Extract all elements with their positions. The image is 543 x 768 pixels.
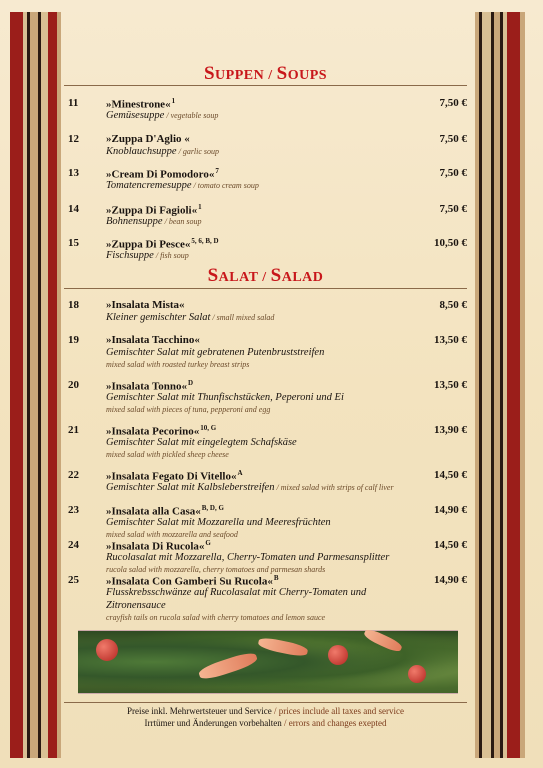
item-number: 25 [68,574,79,586]
item-description [106,146,219,157]
item-name-text: »Insalata alla Casa« [106,505,201,518]
description-english [154,251,189,260]
allergen-codes: 1 [171,97,176,105]
item-description [106,312,274,323]
footer-line-2: Irrtümer und Änderungen vorbehalten / errors and changes exepted [144,718,387,728]
description-separator: / [153,251,161,260]
item-number: 19 [68,334,79,346]
item-description [106,587,366,598]
allergen-codes: 10, G [200,424,217,432]
allergen-codes: B, D, G [201,504,224,512]
allergen-codes: 5, 6, B, D [191,237,219,245]
item-name-text: »Cream Di Pomodoro« [106,168,215,181]
item-description [106,216,201,227]
footer-divider [64,702,467,703]
description-separator: / [191,181,198,190]
description-german: Gemüsesuppe [106,110,165,121]
description-german: Rucolasalat mit Mozzarella, Cherry-Tomaten und Parmesansplitter [106,552,390,563]
description-english-text: small mixed salad [216,313,275,322]
description-separator: / [274,483,281,492]
item-name-text: »Insalata Con Gamberi Su Rucola« [106,575,273,588]
item-description-line-2: Zitronensauce [106,600,166,611]
item-number: 14 [68,203,79,215]
description-separator: / [164,111,171,120]
item-name [106,167,219,181]
item-description [106,250,189,261]
item-price: 7,50 € [439,97,467,109]
item-description [106,110,218,121]
description-german: Tomatencremesuppe [106,180,192,191]
description-german: Kleiner gemischter Salat [106,312,211,323]
item-description [106,552,389,563]
description-german: Gemischter Salat mit eingelegtem Schafskäse [106,437,297,448]
description-german: Gemischter Salat mit gebratenen Putenbruststreifen [106,347,325,358]
description-german: Gemischter Salat mit Mozzarella und Meeresfrüchten [106,517,331,528]
item-number: 12 [68,133,79,145]
left-decorative-stripes [10,12,64,758]
description-german: Fischsuppe [106,250,154,261]
item-name [106,469,243,483]
description-german: Gemischter Salat mit Thunfischstücken, Peperoni und Ei [106,392,344,403]
item-price: 8,50 € [439,299,467,311]
item-number: 22 [68,469,79,481]
footer-line-1: Preise inkl. Mehrwertsteuer und Service / prices include all taxes and service [127,706,404,716]
allergen-codes: 7 [215,167,219,175]
item-number: 18 [68,299,79,311]
item-name [106,334,200,346]
item-number: 24 [68,539,79,551]
allergen-codes: B [273,574,279,582]
item-number: 15 [68,237,79,249]
item-name-text: »Insalata Di Rucola« [106,540,205,553]
item-number: 23 [68,504,79,516]
soups-divider [64,85,467,86]
item-price: 7,50 € [439,203,467,215]
item-price: 7,50 € [439,133,467,145]
salad-divider [64,288,467,289]
description-german: Knoblauchsuppe [106,146,177,157]
description-english-text: vegetable soup [170,111,219,120]
allergen-codes: D [188,379,194,387]
description-english [274,483,393,492]
item-name [106,133,190,145]
description-german: Gemischter Salat mit Kalbsleberstreifen [106,482,275,493]
description-english-text: fish soup [160,251,189,260]
item-price: 7,50 € [439,167,467,179]
item-price: 13,50 € [434,334,467,346]
item-name [106,237,219,251]
item-price: 14,50 € [434,539,467,551]
item-description [106,482,394,493]
item-description [106,180,259,191]
item-name [106,299,185,311]
item-name-text: »Zuppa Di Pesce« [106,238,191,251]
right-decorative-stripes [475,12,529,758]
item-number: 11 [68,97,79,109]
item-price: 14,50 € [434,469,467,481]
item-name [106,539,211,553]
item-name [106,504,224,518]
item-name-text: »Minestrone« [106,98,171,111]
item-description-english: mixed salad with roasted turkey breast strips [106,360,250,369]
item-description [106,347,324,358]
item-number: 13 [68,167,79,179]
item-number: 21 [68,424,79,436]
description-english [177,147,219,156]
allergen-codes: A [237,469,243,477]
item-name-text: »Zuppa Di Fagioli« [106,204,198,217]
salad-photo [78,630,458,694]
item-description-english: crayfish tails on rucola salad with cherry tomatoes and lemon sauce [106,613,326,622]
item-name-text: »Insalata Fegato Di Vitello« [106,470,237,483]
item-price: 14,90 € [434,574,467,586]
item-name [106,379,193,393]
item-name [106,424,216,438]
description-english-text: tomato cream soup [197,181,259,190]
description-german: Flusskrebsschwänze auf Rucolasalat mit Cherry-Tomaten und [106,587,367,598]
description-english-text: garlic soup [182,147,220,156]
description-separator: / [162,217,169,226]
item-description-english: mixed salad with pickled sheep cheese [106,450,229,459]
item-name [106,203,202,217]
item-description [106,437,297,448]
description-english [164,111,218,120]
description-english [210,313,274,322]
item-name [106,97,175,111]
salad-section-title: SALAT / SALAD [207,265,324,286]
item-name-text: »Insalata Tacchino« [106,334,200,346]
description-separator: / [176,147,183,156]
description-english [192,181,259,190]
item-price: 10,50 € [434,237,467,249]
item-price: 13,50 € [434,379,467,391]
description-german: Bohnensuppe [106,216,163,227]
item-description-english: mixed salad with pieces of tuna, pepperoni and egg [106,405,271,414]
item-price: 13,90 € [434,424,467,436]
item-name-text: »Insalata Mista« [106,299,185,311]
description-english-text: mixed salad with strips of calf liver [280,483,394,492]
allergen-codes: G [205,539,211,547]
item-number: 20 [68,379,79,391]
soups-section-title: SUPPEN / SOUPS [203,63,328,84]
item-name-text: »Insalata Tonno« [106,380,188,393]
allergen-codes: 1 [198,203,202,211]
description-separator: / [210,313,217,322]
description-english [163,217,202,226]
item-price: 14,90 € [434,504,467,516]
description-english-text: bean soup [168,217,202,226]
item-description [106,392,344,403]
item-name [106,574,279,588]
item-description [106,517,331,528]
item-name-text: »Zuppa D'Aglio « [106,133,190,145]
item-name-text: »Insalata Pecorino« [106,425,200,438]
item-description-english: rucola salad with mozzarella, cherry tomatoes and parmesan shards [106,565,326,574]
item-description-english: mixed salad with mozzarella and seafood [106,530,238,539]
